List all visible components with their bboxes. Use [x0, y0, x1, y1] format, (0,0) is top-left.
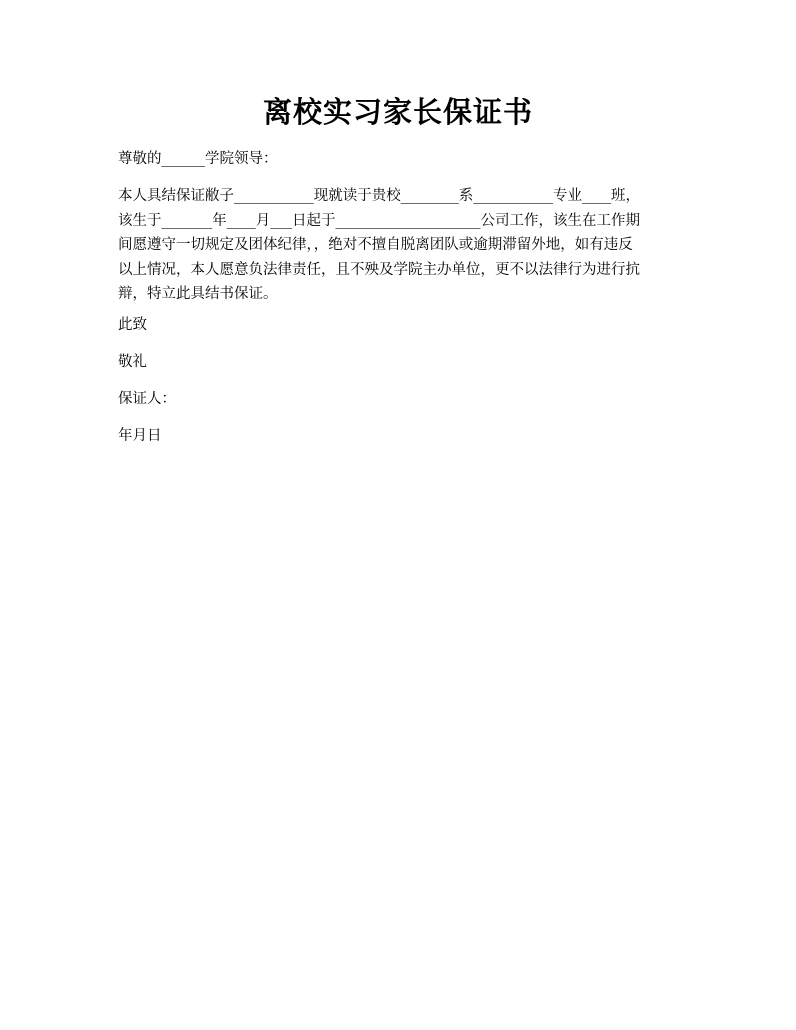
body-paragraph [118, 184, 683, 307]
salutation: 尊敬的______学院领导： [118, 151, 278, 167]
document-title: 离校实习家长保证书 [262, 95, 533, 129]
body-line: 本人具结保证敝子___________现就读于贵校________系___________专业____班， [118, 188, 640, 204]
guarantor-label: 保证人： [118, 391, 176, 407]
closing-jingli: 敬礼 [118, 354, 147, 370]
body-line: 该生于_______年____月___日起于____________________公司工作，该生在工作期 [118, 212, 640, 229]
closing-cizhi: 此致 [118, 317, 147, 333]
body-line: 以上情况，本人愿意负法律责任，且不殃及学院主办单位，更不以法律行为进行抗 [118, 261, 640, 278]
date-label: 年月日 [118, 428, 162, 444]
body-line: 辩，特立此具结书保证。 [118, 286, 278, 302]
body-line: 间愿遵守一切规定及团体纪律，，绝对不擅自脱离团队或逾期滞留外地，如有违反 [118, 237, 633, 253]
